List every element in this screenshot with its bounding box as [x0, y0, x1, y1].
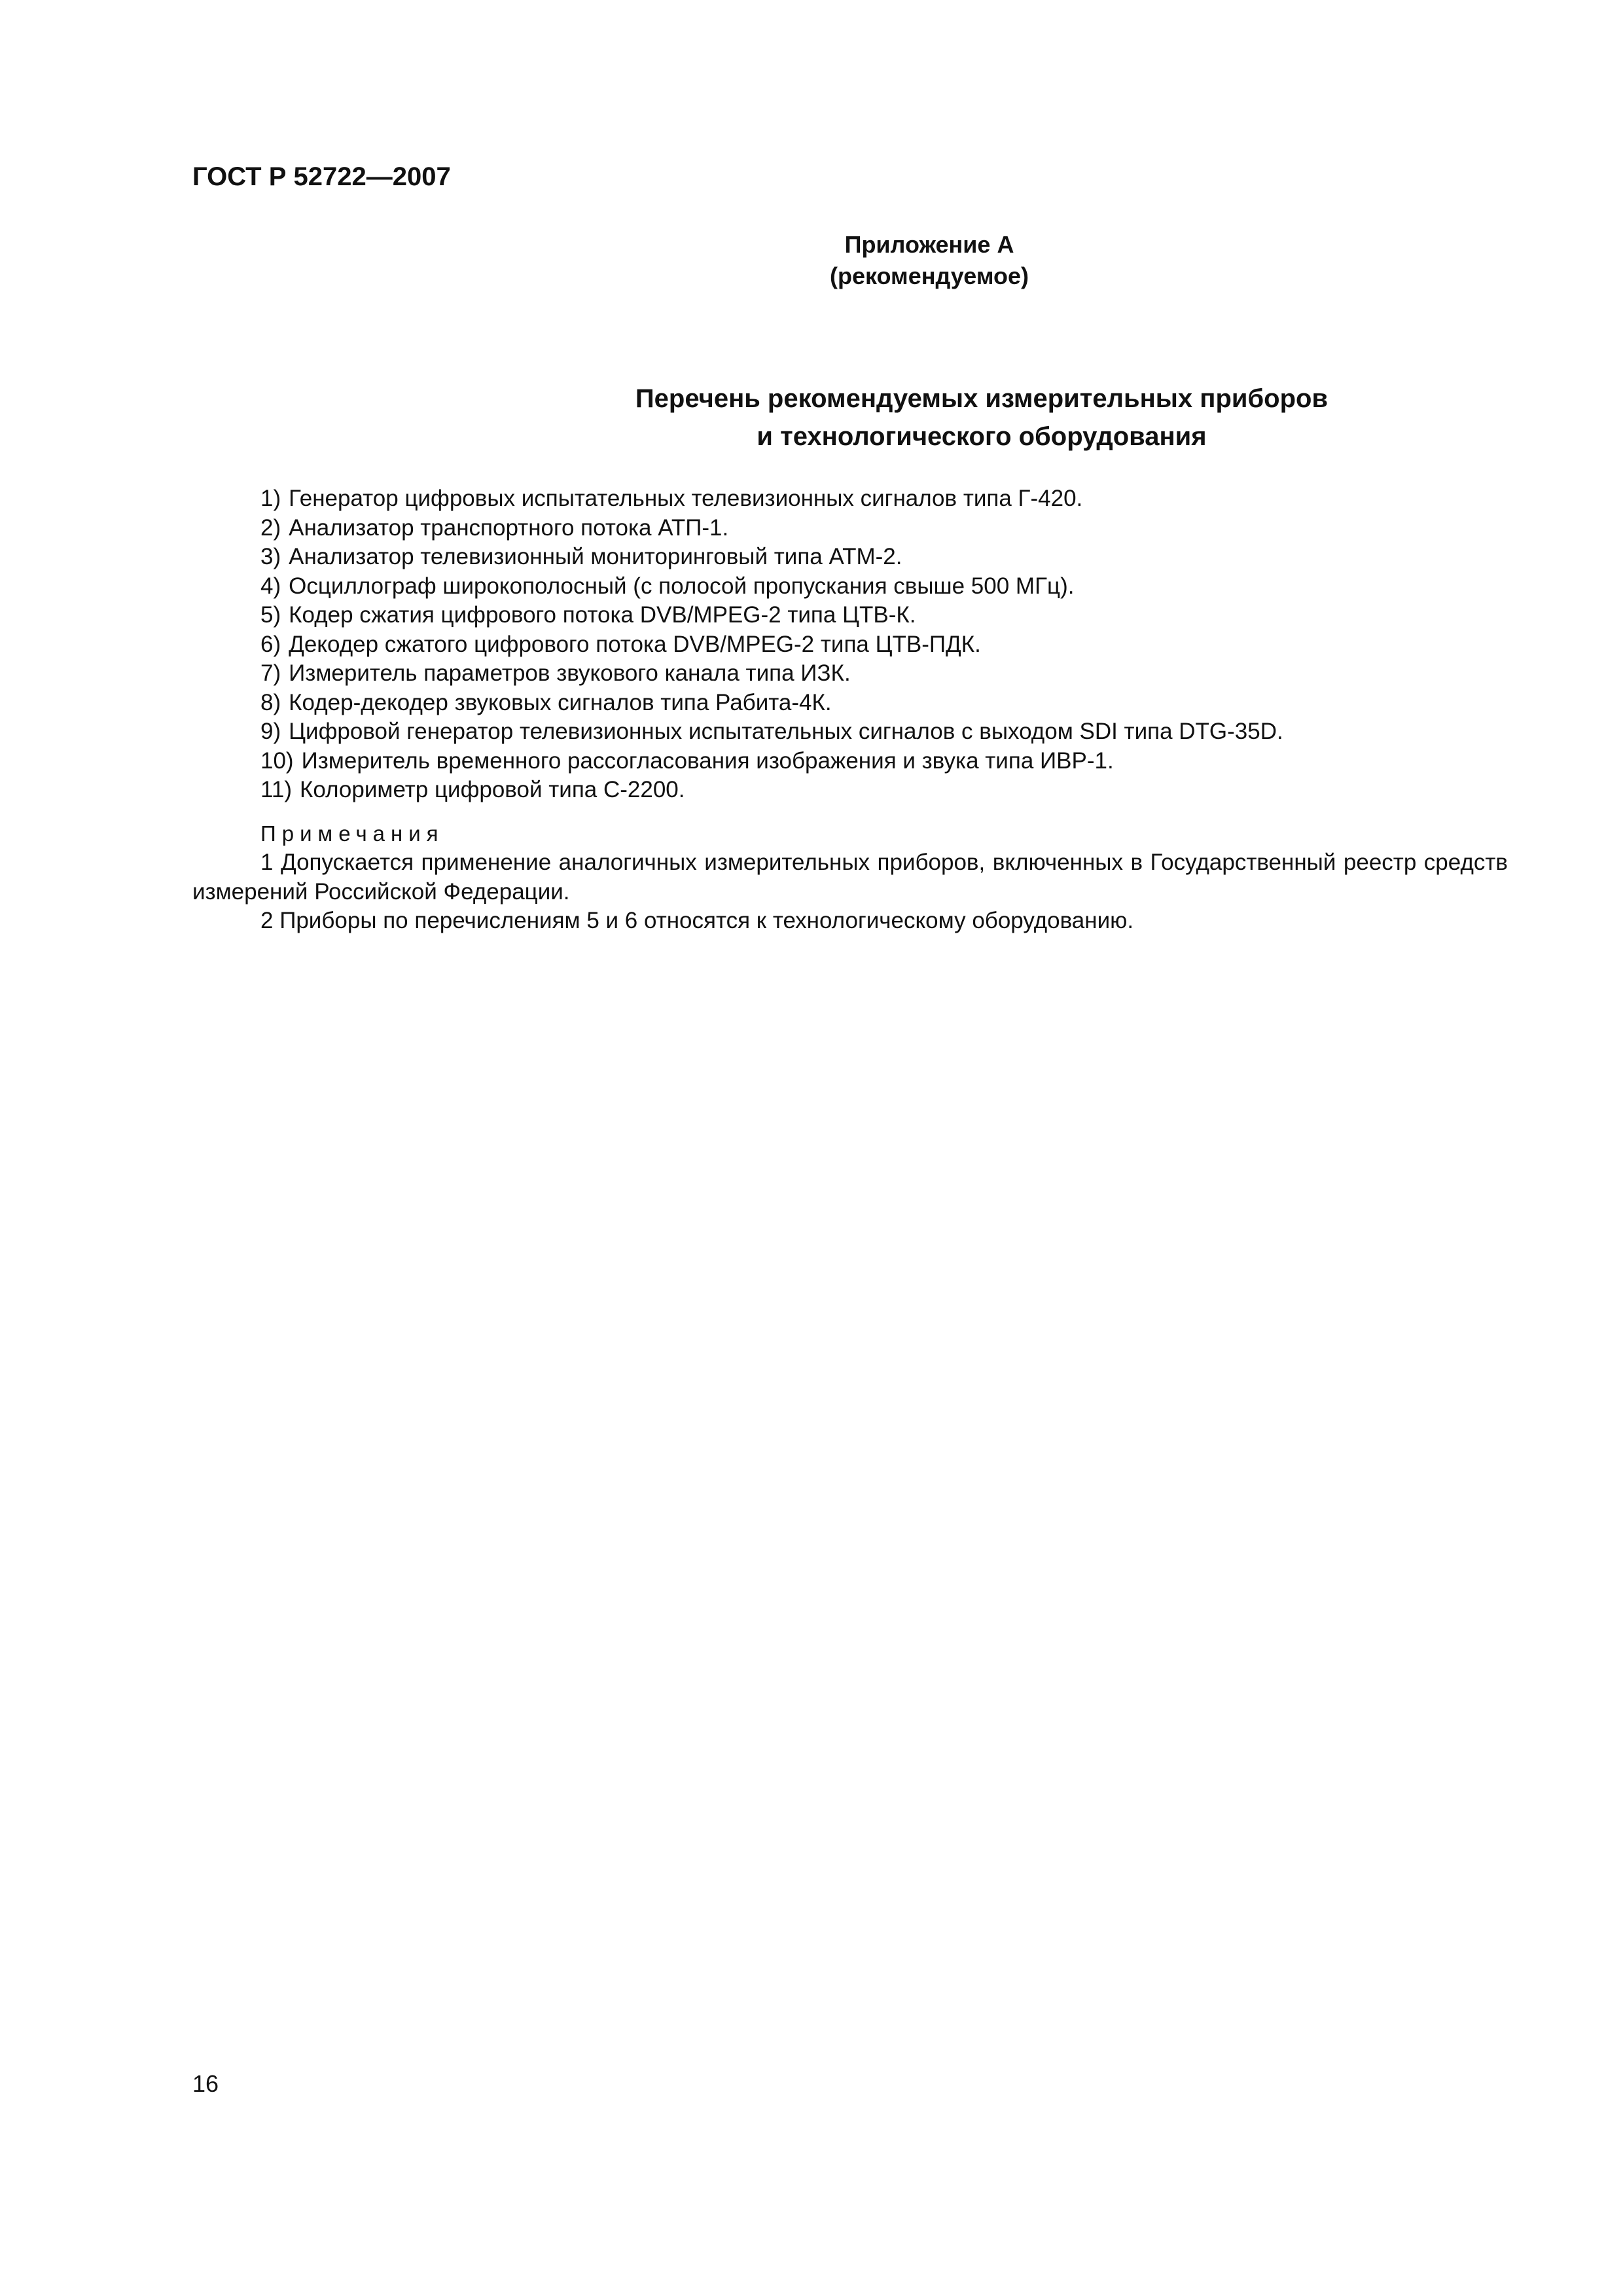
list-item-text: Кодер-декодер звуковых сигналов типа Рабита-4К. [289, 689, 832, 715]
list-item-text: Кодер сжатия цифрового потока DVB/MPEG-2 типа ЦТВ-К. [289, 602, 916, 628]
list-item [260, 659, 1283, 689]
list-item-number: 4) [260, 573, 281, 599]
list-item-number: 10) [260, 747, 294, 774]
list-item-text: Декодер сжатого цифрового потока DVB/MPEG-2 типа ЦТВ-ПДК. [289, 631, 981, 657]
list-item [260, 601, 1283, 630]
list-item-number: 1) [260, 486, 281, 511]
list-item-text: Генератор цифровых испытательных телевизионных сигналов типа Г-420. [289, 486, 1083, 511]
appendix-heading [654, 229, 1204, 292]
list-item-number: 6) [260, 631, 281, 657]
list-item [260, 717, 1283, 747]
list-item-text: Измеритель параметров звукового канала типа ИЗК. [289, 660, 851, 686]
list-item-text: Цифровой генератор телевизионных испытательных сигналов с выходом SDI типа DTG-35D. [289, 719, 1283, 744]
list-item-number: 8) [260, 689, 281, 715]
list-item-text: Анализатор транспортного потока АТП-1. [289, 514, 729, 541]
list-item [260, 747, 1283, 776]
page-number: 16 [192, 2070, 219, 2097]
list-item-number: 3) [260, 544, 281, 569]
list-item-number: 7) [260, 660, 281, 686]
list-item [260, 484, 1283, 514]
section-title [393, 380, 1571, 456]
section-title-line-2: и технологического оборудования [757, 422, 1207, 451]
list-item [260, 689, 1283, 718]
list-item-text: Осциллограф широкополосный (с полосой пропускания свыше 500 МГц). [289, 573, 1075, 599]
section-title-line-1: Перечень рекомендуемых измерительных приборов [635, 384, 1329, 413]
list-item [260, 543, 1283, 572]
list-item-number: 9) [260, 719, 281, 744]
list-item [260, 514, 1283, 543]
list-item [260, 776, 1283, 805]
list-item-text: Колориметр цифровой типа С-2200. [300, 777, 685, 802]
list-item [260, 630, 1283, 660]
list-item-text: Анализатор телевизионный мониторинговый типа АТМ-2. [289, 544, 902, 569]
note-paragraph-1: 1 Допускается применение аналогичных измерительных приборов, включенных в Государственный реестр средств измерений Российской Федерации. [192, 850, 1508, 905]
list-item-text: Измеритель временного рассогласования изображения и звука типа ИВР-1. [301, 747, 1114, 774]
note-paragraph-2: 2 Приборы по перечислениям 5 и 6 относятся к технологическому оборудованию. [260, 908, 1134, 933]
notes-heading: Примечания [260, 821, 444, 846]
notes-section [192, 848, 1508, 936]
list-item-number: 5) [260, 602, 281, 628]
list-item [260, 572, 1283, 601]
appendix-status: (рекомендуемое) [830, 262, 1029, 289]
document-code: ГОСТ Р 52722—2007 [192, 162, 451, 191]
equipment-list [260, 484, 1283, 805]
list-item-number: 11) [260, 777, 292, 802]
appendix-label: Приложение А [844, 231, 1014, 258]
list-item-number: 2) [260, 514, 281, 541]
